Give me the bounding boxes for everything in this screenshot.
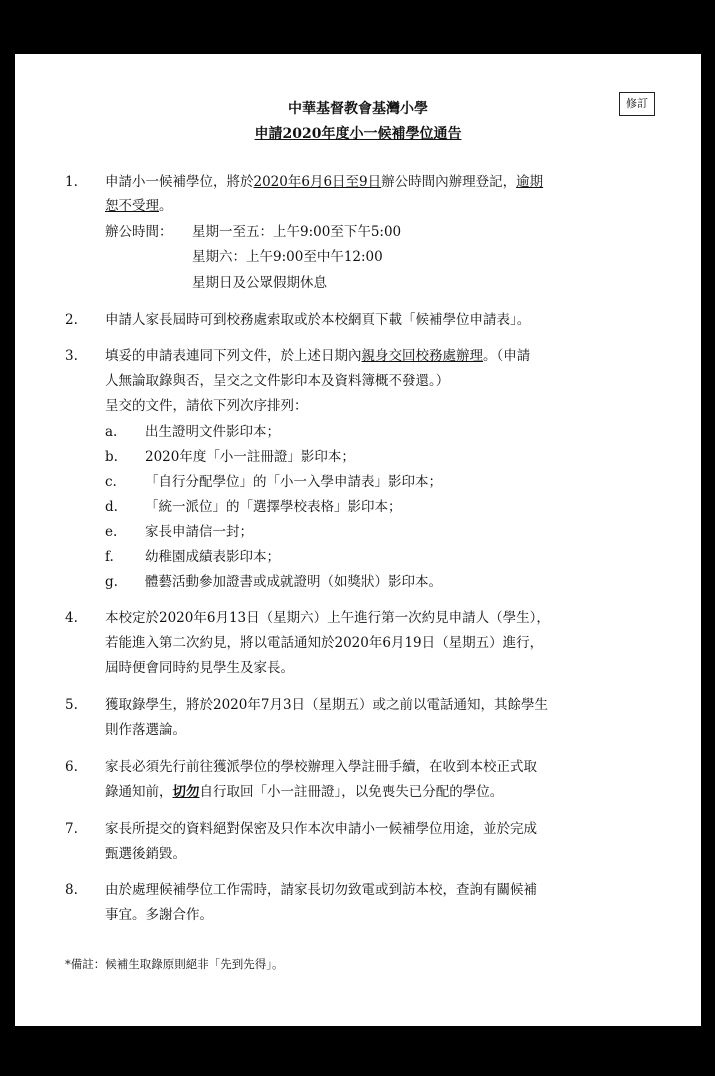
notice-title: 申請2020年度小一候補學位通告 [254,126,462,142]
office-hours-weekday: 星期一至五：上午9:00至下午5:00 [192,224,402,240]
item-3-line-3: 呈交的文件，請依下列次序排列： [105,398,308,414]
document-page [15,54,701,1026]
sub-item-d-letter: d. [105,499,118,515]
sub-item-b-letter: b. [105,449,118,465]
item-6-line-1: 家長必須先行前往獲派學位的學校辦理入學註冊手續，在收到本校正式取 [105,759,537,775]
item-1-number: 1. [65,174,78,190]
sub-item-e-text: 家長申請信一封； [145,524,253,540]
sub-item-b-text: 2020年度「小一註冊證」影印本； [145,449,355,465]
item-5-number: 5. [65,697,78,713]
item-6-number: 6. [65,759,78,775]
footnote: *備註：候補生取錄原則絕非「先到先得」。 [65,957,284,971]
item-7-line-1: 家長所提交的資料絕對保密及只作本次申請小一候補學位用途，並於完成 [105,821,537,837]
item-6-line-2: 錄通知前，切勿自行取回「小一註冊證」，以免喪失已分配的學位。 [105,784,504,800]
sub-item-a-text: 出生證明文件影印本； [145,424,280,440]
item-4-line-1: 本校定於2020年6月13日（星期六）上午進行第一次約見申請人（學生）， [105,610,550,626]
item-7-number: 7. [65,821,78,837]
item-3-line-1: 填妥的申請表連同下列文件，於上述日期內親身交回校務處辦理。（申請 [105,348,531,364]
sub-item-c-text: 「自行分配學位」的「小一入學申請表」影印本； [145,474,442,490]
item-3-line-2: 人無論取錄與否，呈交之文件影印本及資料簿概不發還。） [105,373,450,389]
item-8-line-1: 由於處理候補學位工作需時，請家長切勿致電或到訪本校，查詢有關候補 [105,882,537,898]
item-1-line-1: 申請小一候補學位，將於2020年6月6日至9日辦公時間內辦理登記，逾期 [105,174,544,190]
sub-item-g-letter: g. [105,574,118,590]
item-4-line-3: 屆時便會同時約見學生及家長。 [105,660,294,676]
sub-item-d-text: 「統一派位」的「選擇學校表格」影印本； [145,499,402,515]
item-2-number: 2. [65,312,78,328]
sub-item-g-text: 體藝活動參加證書或成就證明（如獎狀）影印本。 [145,574,442,590]
item-8-line-2: 事宜。多謝合作。 [105,907,213,923]
office-hours-label: 辦公時間： [105,224,173,240]
item-4-number: 4. [65,610,78,626]
item-5-line-1: 獲取錄學生，將於2020年7月3日（星期五）或之前以電話通知，其餘學生 [105,697,549,713]
office-hours-saturday: 星期六：上午9:00至中午12:00 [192,249,383,265]
item-2-text: 申請人家長屆時可到校務處索取或於本校網頁下載「候補學位申請表」。 [105,312,531,328]
item-4-line-2: 若能進入第二次約見，將以電話通知於2020年6月19日（星期五）進行， [105,635,544,651]
revision-tag: 修訂 [619,92,655,116]
item-1-line-2: 恕不受理。 [105,198,173,214]
item-3-number: 3. [65,348,78,364]
item-5-line-2: 則作落選論。 [105,722,186,738]
item-7-line-2: 甄選後銷毀。 [105,846,186,862]
item-8-number: 8. [65,882,78,898]
sub-item-c-letter: c. [105,474,117,490]
sub-item-e-letter: e. [105,524,118,540]
sub-item-f-letter: f. [105,549,114,565]
school-name: 中華基督教會基灣小學 [288,101,428,117]
sub-item-f-text: 幼稚園成績表影印本； [145,549,280,565]
office-hours-sunday: 星期日及公眾假期休息 [192,275,327,291]
sub-item-a-letter: a. [105,424,118,440]
